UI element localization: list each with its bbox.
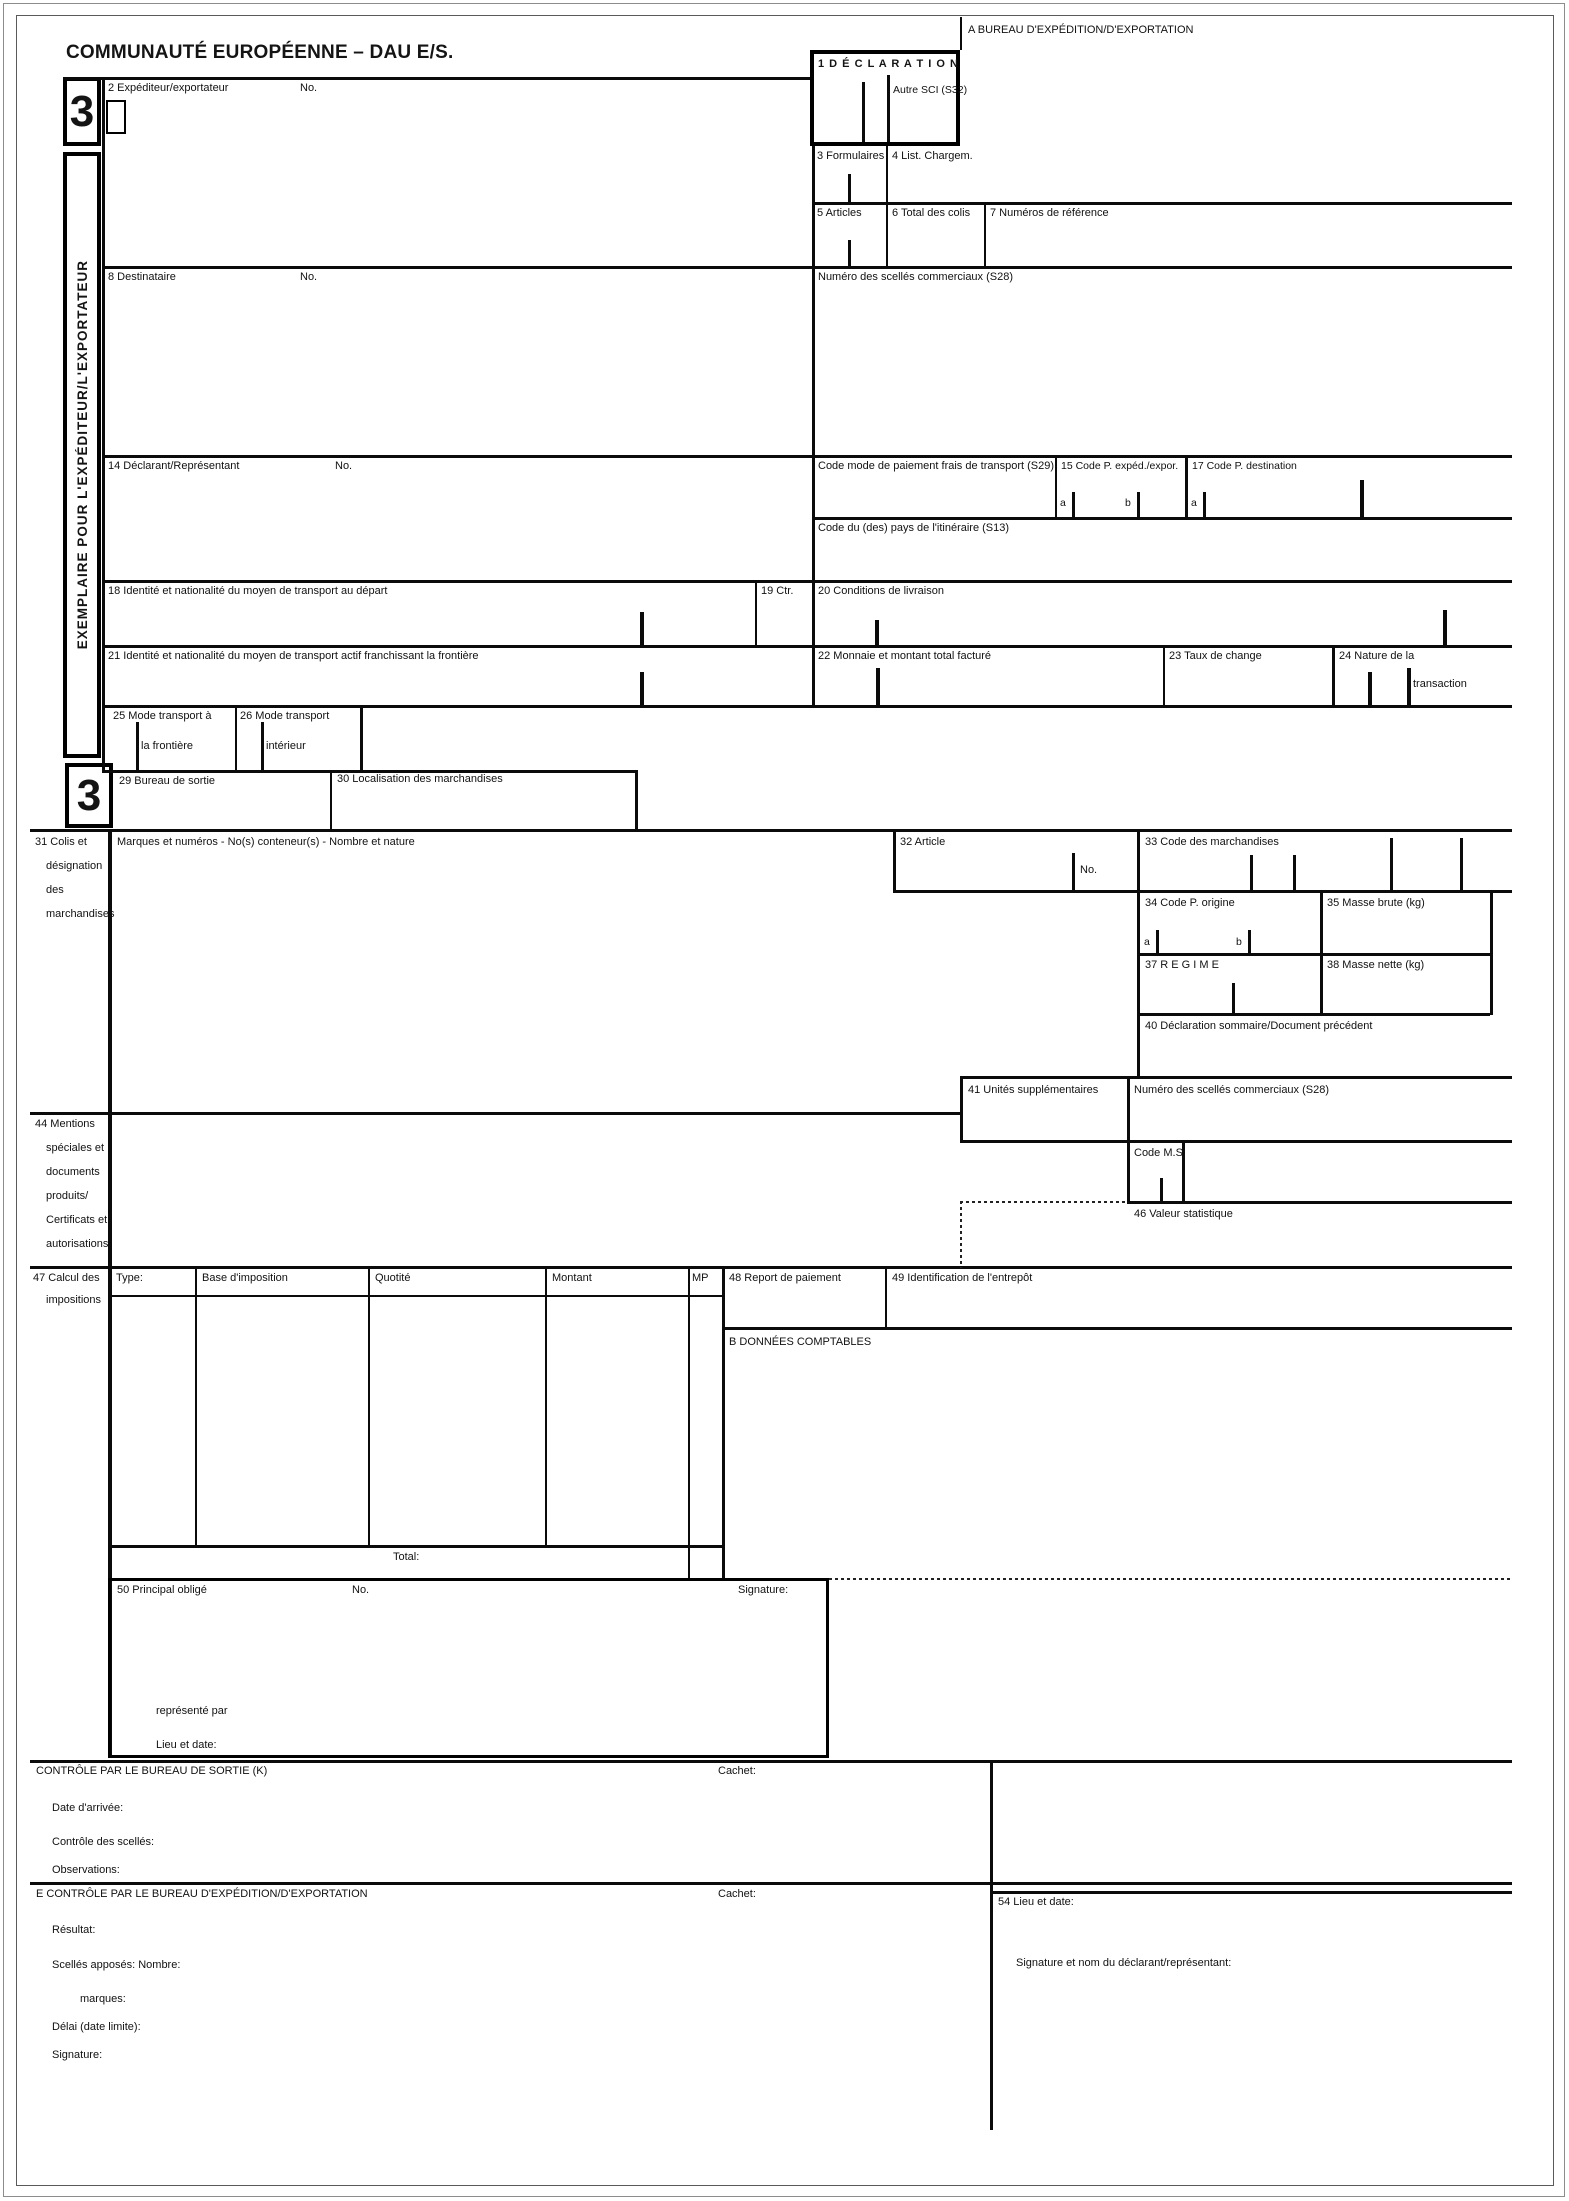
declaration-other-sci-label: Autre SCI (S32) [893, 84, 968, 96]
tick [136, 722, 139, 770]
tick [1407, 668, 1411, 705]
box18-label: 18 Identité et nationalité du moyen de transport au départ [108, 585, 388, 597]
box20-label: 20 Conditions de livraison [818, 585, 944, 597]
field-principal[interactable] [117, 1604, 632, 1699]
box2-no-label: No. [300, 82, 318, 94]
box17-a-label: a [1191, 497, 1197, 509]
tick [1203, 492, 1206, 517]
box30-label: 30 Localisation des marchandises [337, 773, 503, 785]
box50-no-label: No. [352, 1584, 370, 1596]
field-special-mentions[interactable] [115, 1118, 955, 1263]
box38-label: 38 Masse nette (kg) [1327, 959, 1425, 971]
line [893, 829, 896, 890]
box15-label: 15 Code P. expéd./expor. [1061, 460, 1179, 472]
line [886, 146, 888, 266]
line [812, 146, 815, 708]
box34-a-label: a [1144, 936, 1150, 948]
control-export-title: E CONTRÔLE PAR LE BUREAU D'EXPÉDITION/D'EXPORTATION [36, 1888, 368, 1900]
line [722, 1268, 725, 1578]
box49-label: 49 Identification de l'entrepôt [892, 1272, 1033, 1284]
box50-label: 50 Principal obligé [117, 1584, 207, 1596]
control-export-stamp-label: Cachet: [718, 1888, 756, 1900]
field-place-date-54[interactable] [1000, 1915, 1505, 2115]
line [984, 202, 986, 266]
box50-represented-label: représenté par [156, 1705, 228, 1717]
line [755, 580, 757, 645]
box37-label: 37 R E G I M E [1145, 959, 1219, 971]
tick [261, 722, 264, 770]
line [30, 1266, 1512, 1269]
tick [1390, 838, 1393, 890]
control-exit-observations-label: Observations: [52, 1864, 120, 1876]
line [63, 77, 812, 80]
box31-label-line3: des [46, 884, 64, 896]
tick [848, 240, 851, 266]
line [1490, 890, 1493, 1015]
box26-label2: intérieur [266, 740, 306, 752]
tick [1248, 930, 1251, 955]
box8-label: 8 Destinataire [108, 271, 176, 283]
box48-label: 48 Report de paiement [729, 1272, 841, 1284]
line [30, 829, 1512, 832]
box47-label-line1: 47 Calcul des [33, 1272, 100, 1284]
col-type-header: Type: [116, 1272, 143, 1284]
line [990, 1760, 993, 2130]
line [1320, 890, 1323, 1015]
box4-label: 4 List. Chargem. [892, 150, 973, 162]
line [102, 645, 1512, 648]
tick [875, 620, 879, 645]
control-exit-stamp-label: Cachet: [718, 1765, 756, 1777]
box14-label: 14 Déclarant/Représentant [108, 460, 240, 472]
box50-place-date-label: Lieu et date: [156, 1739, 217, 1751]
box15-a-label: a [1060, 497, 1066, 509]
box21-label: 21 Identité et nationalité du moyen de transport actif franchissant la frontière [108, 650, 479, 662]
control-export-marks-label: marques: [80, 1993, 126, 2005]
box31-label-line4: marchandises [46, 908, 115, 920]
box17-label: 17 Code P. destination [1192, 460, 1297, 472]
form-title: COMMUNAUTÉ EUROPÉENNE – DAU E/S. [66, 42, 454, 63]
box50-signature-label: Signature: [738, 1584, 789, 1596]
box29-label: 29 Bureau de sortie [119, 775, 216, 787]
tick [1072, 492, 1075, 517]
dotted-line [960, 1201, 1127, 1203]
line [885, 1268, 887, 1327]
dotted-line [960, 1201, 962, 1268]
office-a-divider [960, 17, 962, 50]
box44-label-line4: produits/ [46, 1190, 89, 1202]
s29-label: Code mode de paiement frais de transport (S29) [818, 460, 1055, 472]
col-base-header: Base d'imposition [202, 1272, 288, 1284]
tick [848, 174, 851, 202]
line [960, 1076, 1512, 1079]
box34-b-label: b [1236, 936, 1242, 948]
line [1137, 1013, 1490, 1016]
box14-no-label: No. [335, 460, 353, 472]
control-export-signature-label: Signature: [52, 2049, 103, 2061]
line [1137, 829, 1140, 1078]
line [102, 77, 105, 770]
line [30, 1760, 1512, 1763]
declarant-signature-name-label: Signature et nom du déclarant/représentant: [1016, 1957, 1232, 1969]
col-quotite-header: Quotité [375, 1272, 411, 1284]
field-accounting-data[interactable] [729, 1355, 1509, 1555]
field-goods-description[interactable] [115, 856, 885, 1104]
s13-label: Code du (des) pays de l'itinéraire (S13) [818, 522, 1010, 534]
dotted-line [829, 1578, 1512, 1580]
field-seals-top[interactable] [818, 292, 1506, 450]
box5-label: 5 Articles [817, 207, 862, 219]
line [102, 266, 1512, 269]
box32-label: 32 Article [900, 836, 946, 848]
control-export-seals-label: Scellés apposés: Nombre: [52, 1959, 181, 1971]
line [1127, 1076, 1130, 1203]
section-b-label: B DONNÉES COMPTABLES [729, 1336, 872, 1348]
control-exit-seals-label: Contrôle des scellés: [52, 1836, 155, 1848]
tick [876, 668, 880, 705]
tick [1232, 983, 1235, 1014]
line [30, 1112, 960, 1115]
line [1137, 953, 1490, 956]
box32-no-label: No. [1080, 864, 1098, 876]
tick [1072, 853, 1075, 890]
line [102, 580, 1512, 583]
line [688, 1268, 690, 1578]
line [893, 890, 1512, 893]
line [235, 705, 237, 770]
box41-label: 41 Unités supplémentaires [968, 1084, 1099, 1096]
box44-label-line2: spéciales et [46, 1142, 105, 1154]
line [108, 1545, 722, 1548]
declaration-label: 1 D É C L A R A T I O N [818, 58, 959, 70]
box23-label: 23 Taux de change [1169, 650, 1262, 662]
box2-label: 2 Expéditeur/exportateur [108, 82, 229, 94]
box25-label: 25 Mode transport à [113, 710, 212, 722]
line [1055, 455, 1057, 517]
box26-label: 26 Mode transport [240, 710, 330, 722]
box44-label-line1: 44 Mentions [35, 1118, 95, 1130]
box31-label-line1: 31 Colis et [35, 836, 87, 848]
field-declarant[interactable] [112, 478, 802, 576]
control-export-result-label: Résultat: [52, 1924, 96, 1936]
box33-label: 33 Code des marchandises [1145, 836, 1279, 848]
tick [1156, 930, 1159, 955]
box44-label-line3: documents [46, 1166, 100, 1178]
box6-label: 6 Total des colis [892, 207, 971, 219]
line [30, 1882, 1512, 1885]
seals-top-label: Numéro des scellés commerciaux (S28) [818, 271, 1014, 283]
line [330, 770, 332, 829]
line [960, 1076, 963, 1142]
box34-label: 34 Code P. origine [1145, 897, 1235, 909]
box19-label: 19 Ctr. [761, 585, 794, 597]
box15-b-label: b [1125, 497, 1131, 509]
control-export-deadline-label: Délai (date limite): [52, 2021, 141, 2033]
box44-label-line6: autorisations [46, 1238, 109, 1250]
box40-label: 40 Déclaration sommaire/Document précédent [1145, 1020, 1373, 1032]
line [960, 1140, 1512, 1143]
line [812, 202, 1512, 205]
line [722, 1327, 1512, 1330]
tick [1460, 838, 1463, 890]
line [812, 517, 1512, 520]
box25-label2: la frontière [141, 740, 193, 752]
line [1185, 455, 1188, 517]
line [990, 1891, 1512, 1894]
line [102, 455, 1512, 458]
control-exit-title: CONTRÔLE PAR LE BUREAU DE SORTIE (K) [36, 1765, 268, 1777]
line [360, 705, 363, 770]
box54-label: 54 Lieu et date: [998, 1896, 1074, 1908]
field-control-exit[interactable] [180, 1798, 680, 1878]
tick [640, 672, 644, 705]
code-ms-label: Code M.S. [1134, 1147, 1186, 1159]
box7-label: 7 Numéros de référence [990, 207, 1109, 219]
box47-label-line2: impositions [46, 1294, 102, 1306]
total-label: Total: [393, 1551, 420, 1563]
tick [1160, 1178, 1163, 1201]
line [1332, 645, 1335, 705]
box44-label-line5: Certificats et [46, 1214, 108, 1226]
field-expediteur[interactable] [112, 95, 802, 260]
col-mp-header: MP [692, 1272, 709, 1284]
copy-number-box-top: 3 [63, 77, 101, 146]
copy-holder-sidebar: EXEMPLAIRE POUR L'EXPÉDITEUR/L'EXPORTATEUR [63, 152, 101, 758]
tick [1250, 855, 1253, 890]
tick [1368, 672, 1372, 705]
box46-label: 46 Valeur statistique [1134, 1208, 1233, 1220]
box24-label: 24 Nature de la [1339, 650, 1415, 662]
field-tax-table[interactable] [112, 1300, 686, 1543]
box35-label: 35 Masse brute (kg) [1327, 897, 1425, 909]
box31-label-line2: désignation [46, 860, 103, 872]
tick [1137, 492, 1140, 517]
box31-marks-label: Marques et numéros - No(s) conteneur(s) - Nombre et nature [117, 836, 415, 848]
control-exit-arrival-label: Date d'arrivée: [52, 1802, 124, 1814]
box8-no-label: No. [300, 271, 318, 283]
col-montant-header: Montant [552, 1272, 592, 1284]
field-destinataire[interactable] [112, 290, 802, 450]
box22-label: 22 Monnaie et montant total facturé [818, 650, 992, 662]
tick [887, 75, 890, 142]
box24-label2: transaction [1413, 678, 1467, 690]
tick [1360, 480, 1364, 517]
tick [862, 82, 865, 142]
tick [640, 612, 644, 645]
line [108, 1295, 722, 1297]
office-a-label: A BUREAU D'EXPÉDITION/D'EXPORTATION [968, 24, 1194, 36]
line [102, 705, 1512, 708]
copy-number-box-bottom: 3 [65, 763, 113, 828]
tick [1293, 855, 1296, 890]
line [1163, 645, 1165, 705]
box3-label: 3 Formulaires [817, 150, 885, 162]
line [635, 770, 638, 829]
seals-mid-label: Numéro des scellés commerciaux (S28) [1134, 1084, 1330, 1096]
tick [1443, 610, 1447, 645]
